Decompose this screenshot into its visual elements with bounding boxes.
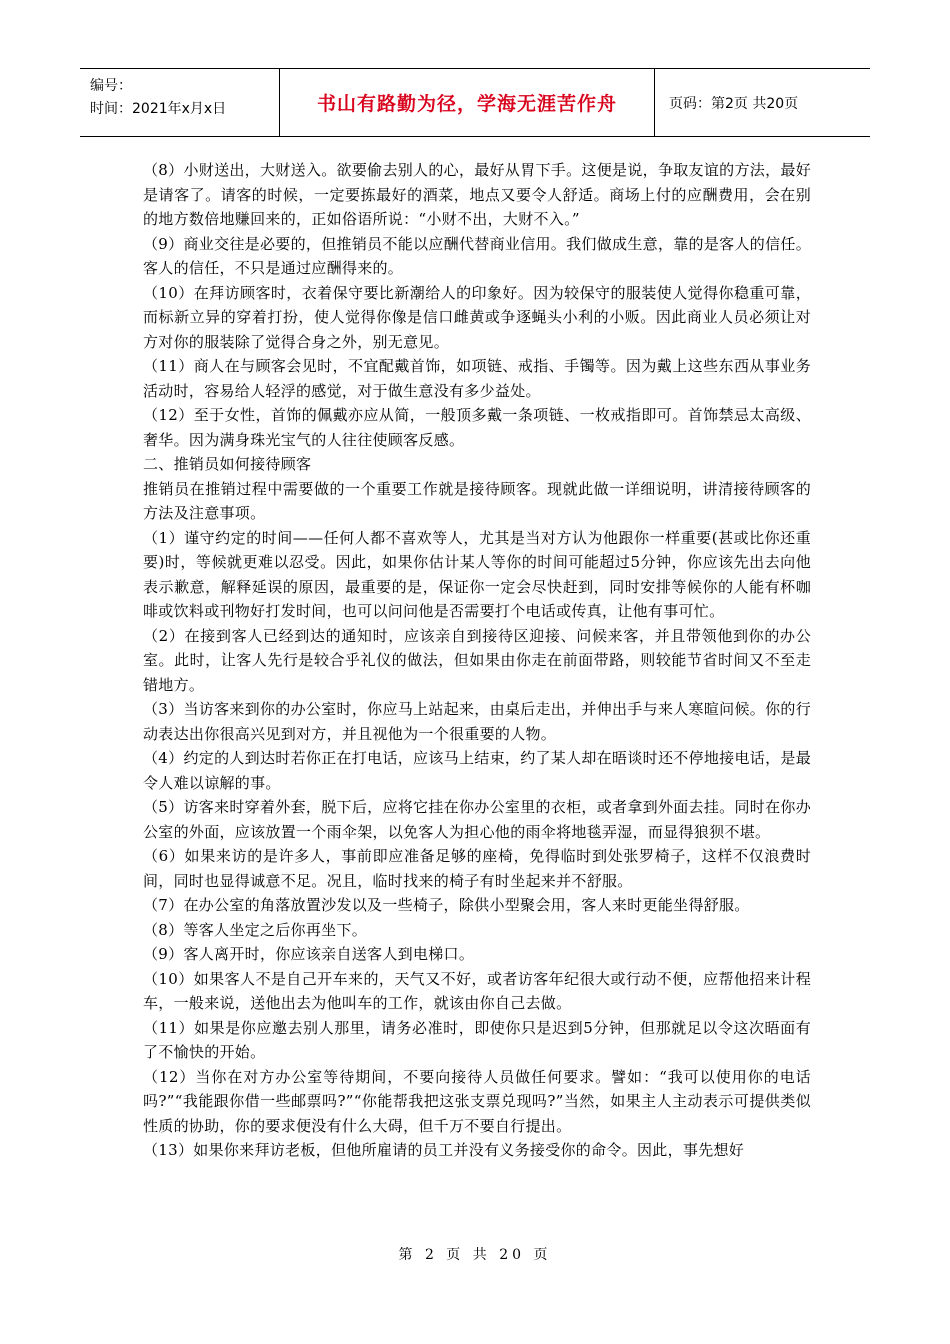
paragraph: （10）在拜访顾客时，衣着保守要比新潮给人的印象好。因为较保守的服装使人觉得你稳重可靠，而标新立异的穿着打扮，使人觉得你像是信口雌黄或争逐蝇头小利的小贩。因此商业人员必须让对方对你的服装除了觉得合身之外，别无意见。 [143,283,811,351]
document-code-label: 编号： [90,78,132,94]
paragraph: （13）如果你来拜访老板，但他所雇请的员工并没有义务接受你的命令。因此，事先想好 [143,1141,745,1159]
header-meta [80,69,280,136]
paragraph: （11）如果是你应邀去别人那里，请务必准时，即使你只是迟到5分钟，但那就足以令这次晤面有了不愉快的开始。 [143,1018,811,1061]
page-footer [0,1244,950,1264]
paragraph: （2）在接到客人已经到达的通知时，应该亲自到接待区迎接、问候来客，并且带领他到你的办公室。此时，让客人先行是较合乎礼仪的做法，但如果由你走在前面带路，则较能节省时间又不至走错地方。 [143,626,811,694]
paragraph: （4）约定的人到达时若你正在打电话，应该马上结束，约了某人却在晤谈时还不停地接电话，是最令人难以谅解的事。 [143,749,811,792]
document-date-label: 时间：2021年x月x日 [90,101,227,117]
page-info-text: 页码：第2页 共20页 [669,95,799,112]
paragraph: （8）等客人坐定之后你再坐下。 [143,920,368,939]
paragraph: （5）访客来时穿着外套，脱下后，应将它挂在你办公室里的衣柜，或者拿到外面去挂。同时在你办公室的外面，应该放置一个雨伞架，以免客人为担心他的雨伞将地毯弄湿，而显得狼狈不堪。 [143,798,811,841]
paragraph: （10）如果客人不是自己开车来的，天气又不好，或者访客年纪很大或行动不便，应帮他招来计程车，一般来说，送他出去为他叫车的工作，就该由你自己去做。 [143,969,811,1012]
page-header [80,68,870,137]
document-body [143,158,811,1163]
paragraph: （8）小财送出，大财送入。欲要偷去别人的心，最好从胃下手。这便是说，争取友谊的方法，最好是请客了。请客的时候，一定要拣最好的酒菜，地点又要令人舒适。商场上付的应酬费用，会在别的地方数倍地赚回来的，正如俗语所说：“小财不出，大财不入。” [143,161,811,228]
paragraph: （12）当你在对方办公室等待期间，不要向接待人员做任何要求。譬如：“我可以使用你的电话吗?”“我能跟你借一些邮票吗?”“你能帮我把这张支票兑现吗?”当然，如果主人主动表示可提供类似性质的协助，你的要求便没有什么大碍，但千万不要自行提出。 [143,1067,811,1135]
header-motto [280,69,655,136]
paragraph: （9）商业交往是必要的，但推销员不能以应酬代替商业信用。我们做成生意，靠的是客人的信任。客人的信任，不只是通过应酬得来的。 [143,234,811,277]
paragraph: （9）客人离开时，你应该亲自送客人到电梯口。 [143,945,475,963]
paragraph: （11）商人在与顾客会见时，不宜配戴首饰，如项链、戒指、手镯等。因为戴上这些东西从事业务活动时，容易给人轻浮的感觉，对于做生意没有多少益处。 [143,357,811,400]
section-heading: 二、推销员如何接待顾客 [143,455,312,473]
paragraph: （6）如果来访的是许多人，事前即应准备足够的座椅，免得临时到处张罗椅子，这样不仅浪费时间，同时也显得诚意不足。况且，临时找来的椅子有时坐起来并不舒服。 [143,847,811,890]
paragraph: 推销员在推销过程中需要做的一个重要工作就是接待顾客。现就此做一详细说明，讲清接待顾客的方法及注意事项。 [143,479,811,522]
paragraph: （1）谨守约定的时间——任何人都不喜欢等人，尤其是当对方认为他跟你一样重要(甚或比你还重要)时，等候就更难以忍受。因此，如果你估计某人等你的时间可能超过5分钟，你应该先出去向他表示歉意，解释延误的原因，最重要的是，保证你一定会尽快赶到，同时安排等候你的人能有杯咖啡或饮料或刊物好打发时间，也可以问问他是否需要打个电话或传真，让他有事可忙。 [143,528,811,620]
paragraph: （7）在办公室的角落放置沙发以及一些椅子，除供小型聚会用，客人来时更能坐得舒服。 [143,896,750,914]
header-page-info [655,69,870,136]
paragraph: （3）当访客来到你的办公室时，你应马上站起来，由桌后走出，并伸出手与来人寒暄问候。你的行动表达出你很高兴见到对方，并且视他为一个很重要的人物。 [143,700,811,743]
paragraph: （12）至于女性，首饰的佩戴亦应从简，一般顶多戴一条项链、一枚戒指即可。首饰禁忌太高级、奢华。因为满身珠光宝气的人往往使顾客反感。 [143,406,811,449]
footer-page-number: 第 2 页 共 20 页 [398,1247,552,1263]
motto-text: 书山有路勤为径，学海无涯苦作舟 [316,93,617,115]
